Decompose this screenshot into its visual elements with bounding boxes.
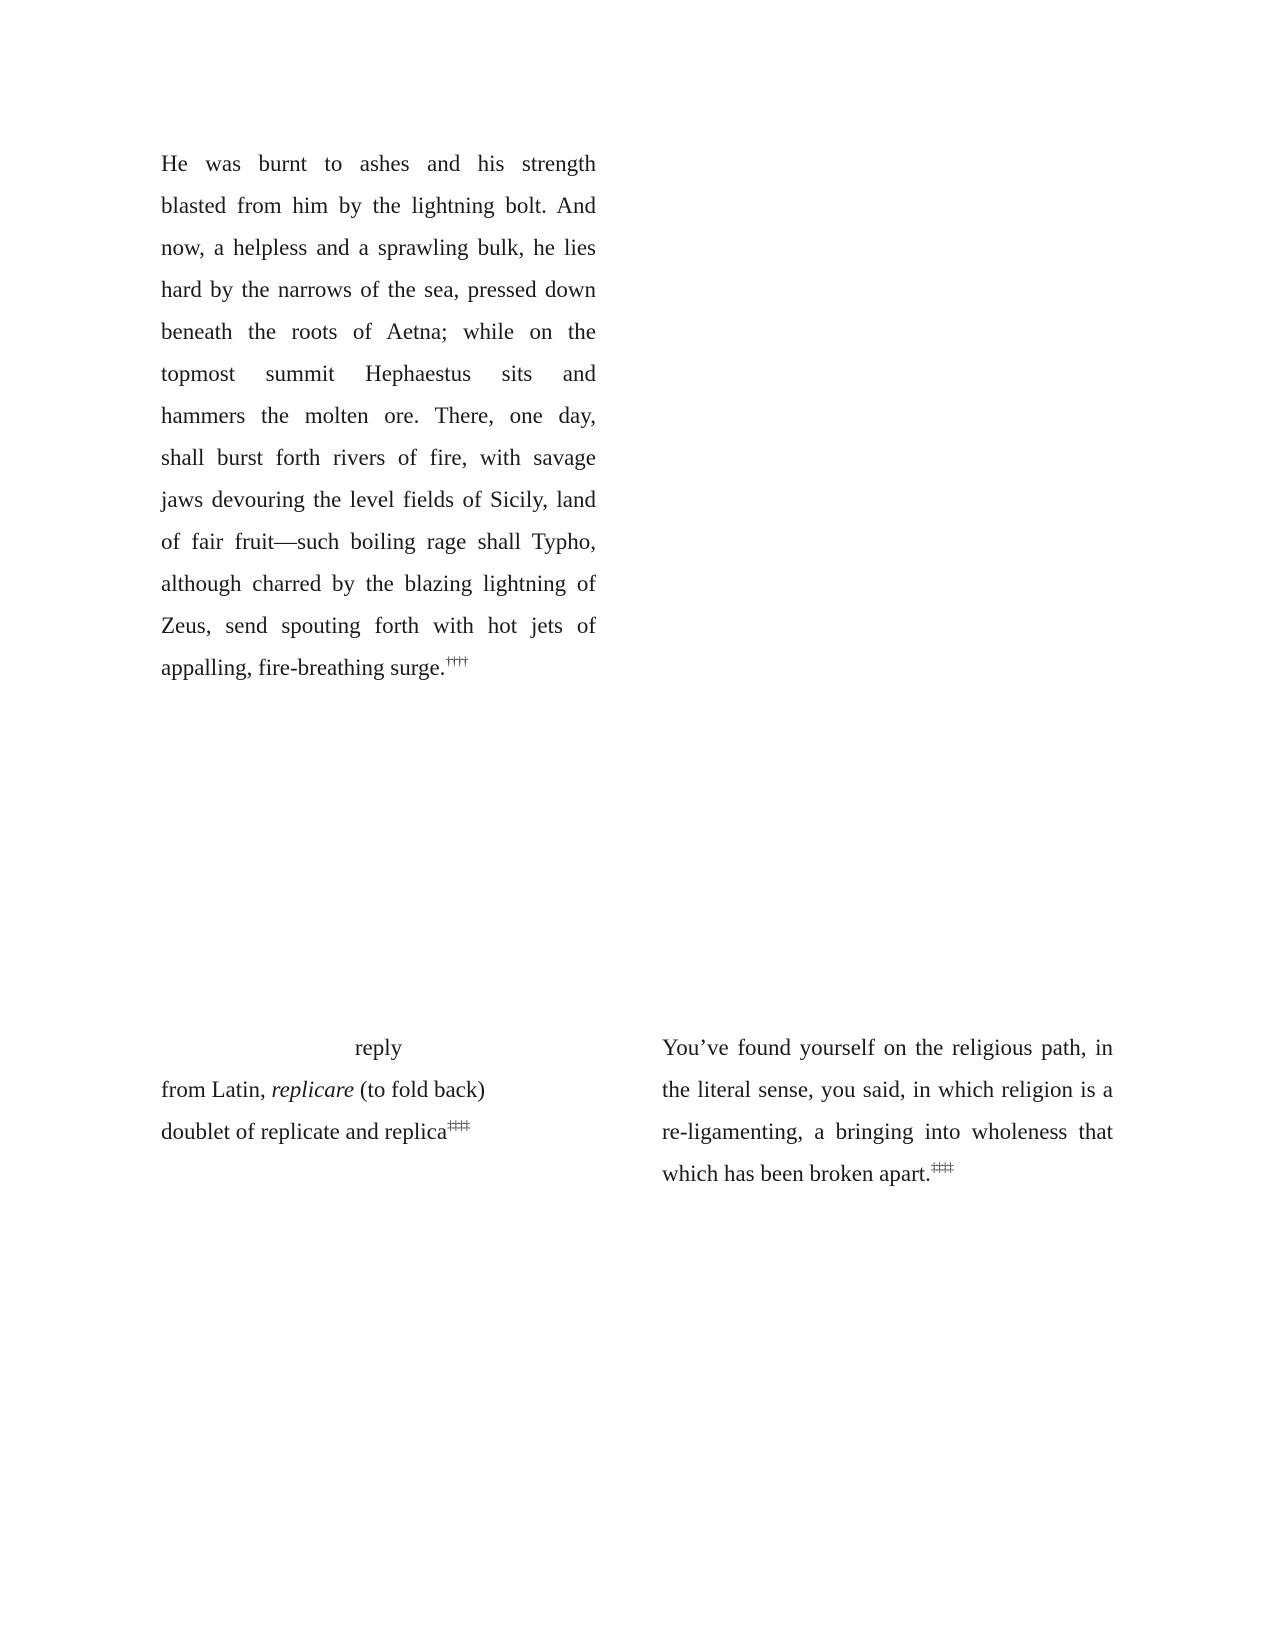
text-line-last: [662, 1153, 1113, 1195]
passage-religious: [662, 1027, 1113, 1195]
text-line: although charred by the blazing lightning of: [161, 571, 596, 596]
etymology-latin-word: replicare: [271, 1077, 355, 1102]
text-line: hammers the molten ore. There, one day,: [161, 403, 596, 428]
passage-typho: [161, 143, 596, 689]
text-line: appalling, fire-breathing surge.: [161, 655, 446, 680]
text-line: re-ligamenting, a bringing into wholeness that: [662, 1119, 1113, 1144]
text-line: Zeus, send spouting forth with hot jets of: [161, 613, 596, 638]
footnote-mark: ††††: [445, 653, 468, 668]
text-line: beneath the roots of Aetna; while on the: [161, 319, 596, 344]
text-line: hard by the narrows of the sea, pressed down: [161, 277, 596, 302]
text-line-last: [161, 647, 596, 689]
text-line: the literal sense, you said, in which religion is a: [662, 1077, 1113, 1102]
text-line: which has been broken apart.: [662, 1161, 931, 1186]
text-line: shall burst forth rivers of fire, with savage: [161, 445, 596, 470]
headword: reply: [354, 1035, 403, 1060]
footnote-mark: ‡‡‡‡: [447, 1117, 470, 1132]
text-line: blasted from him by the lightning bolt. And: [161, 193, 596, 218]
etymology-reply: [161, 1027, 596, 1153]
text-line: He was burnt to ashes and his strength: [161, 151, 596, 176]
etymology-prefix: from Latin,: [161, 1077, 272, 1102]
doublet-text: doublet of replicate and replica: [161, 1119, 448, 1144]
text-line: topmost summit Hephaestus sits and: [161, 361, 596, 386]
text-line: jaws devouring the level fields of Sicily, land: [161, 487, 596, 512]
footnote-mark: ‡‡‡‡: [930, 1159, 953, 1174]
text-line: You’ve found yourself on the religious path, in: [662, 1035, 1113, 1060]
etymology-suffix: (to fold back): [354, 1077, 486, 1102]
text-line: of fair fruit—such boiling rage shall Typho,: [161, 529, 596, 554]
text-line: now, a helpless and a sprawling bulk, he lies: [161, 235, 596, 260]
etymology-line: [161, 1069, 596, 1111]
etymology-line: [161, 1111, 596, 1153]
